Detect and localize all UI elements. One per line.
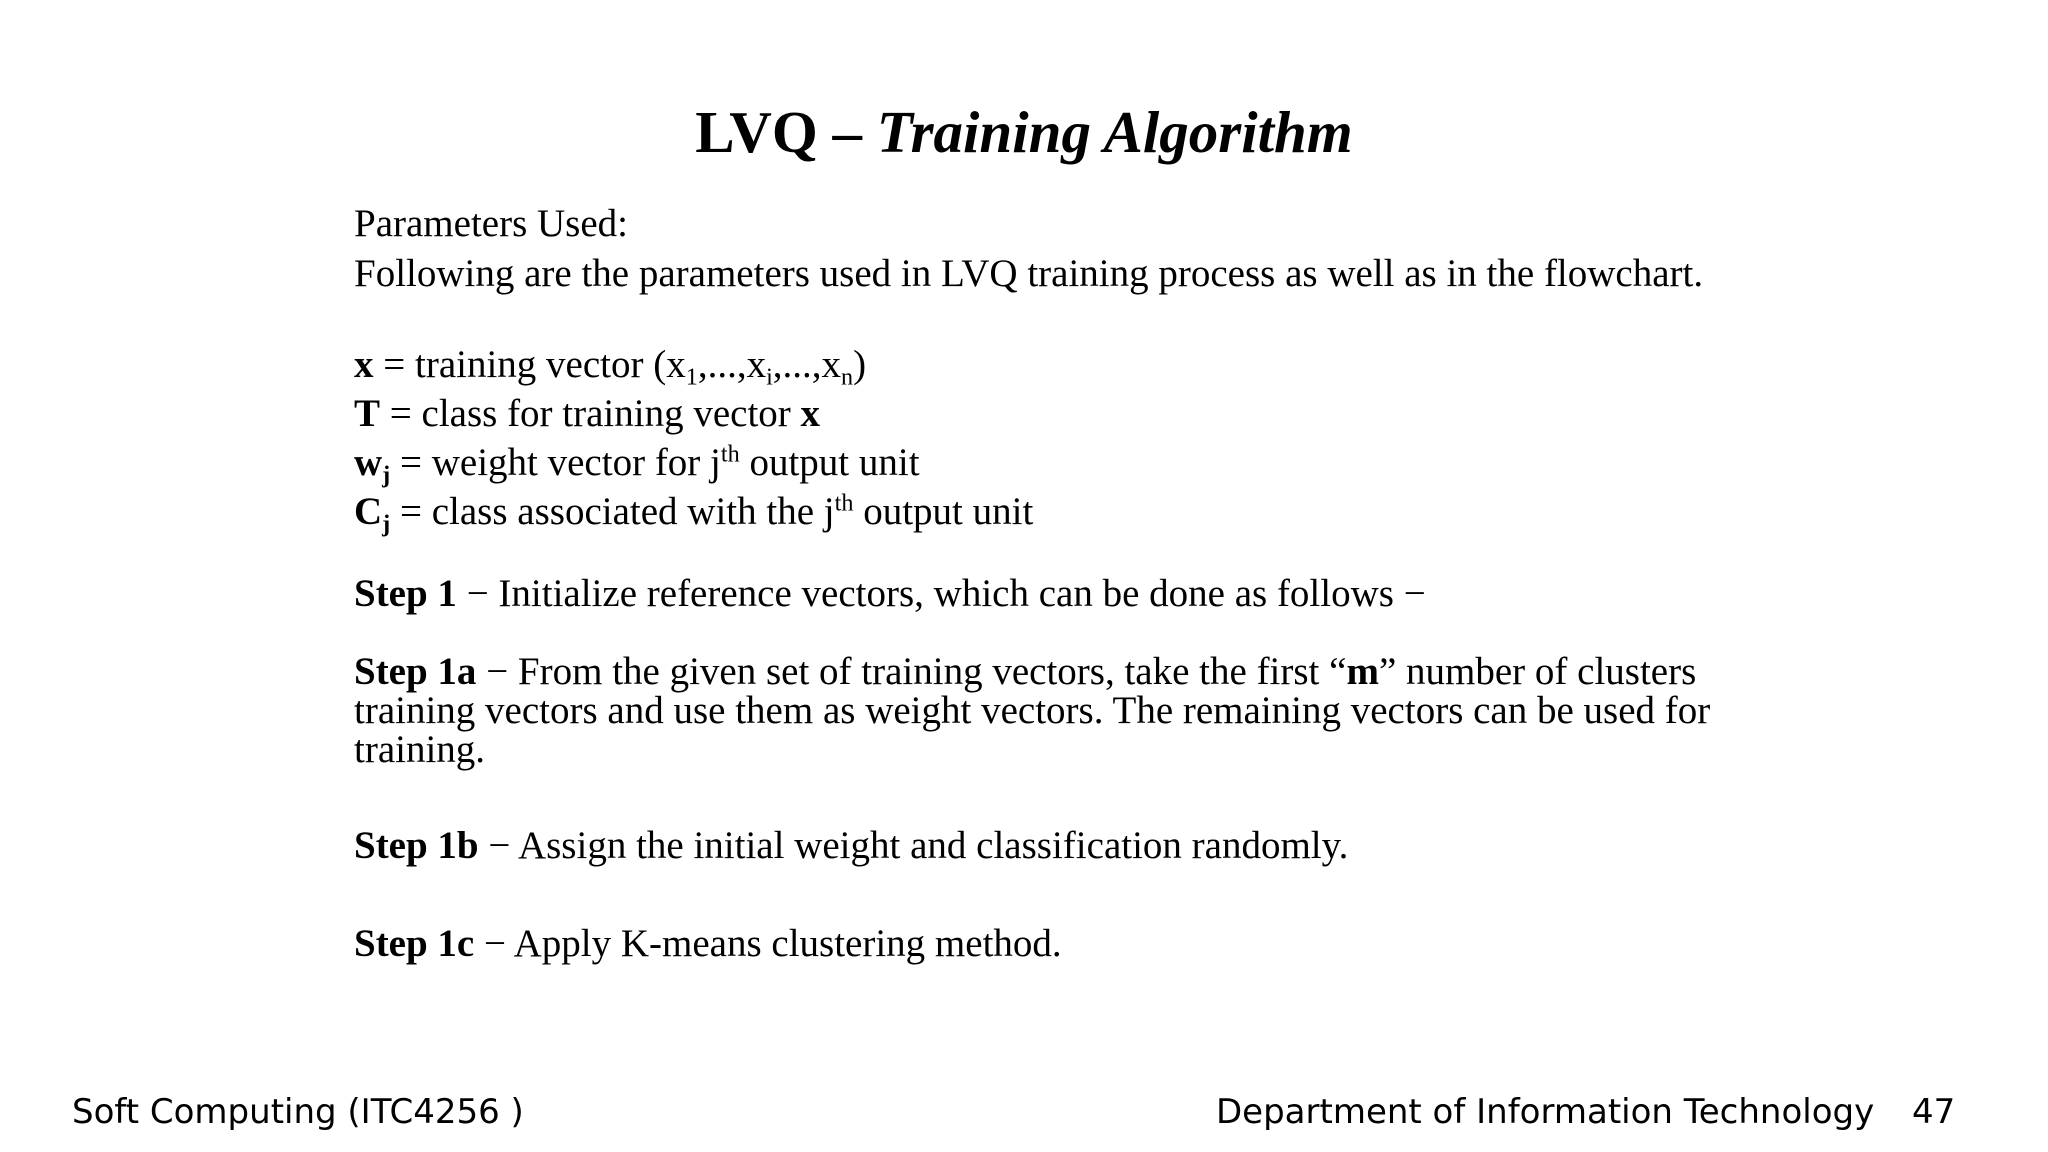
step-1c: Step 1c − Apply K-means clustering method. (354, 922, 1062, 965)
slide-content (354, 204, 1744, 964)
params-intro: Following are the parameters used in LVQ training process as well as in the flowchart. (354, 252, 1704, 295)
step-1a: Step 1a − From the given set of training vectors, take the first “m” number of clusters training vectors and use them as weight vectors. The remaining vectors can be used for training. (354, 650, 1711, 771)
slide-title (0, 92, 2048, 172)
title-prefix: LVQ – (695, 99, 877, 165)
def-t: T = class for training vector x (354, 392, 821, 435)
step-1: Step 1 − Initialize reference vectors, which can be done as follows − (354, 572, 1426, 615)
title-italic: Training Algorithm (876, 99, 1353, 165)
params-heading: Parameters Used: (354, 202, 628, 245)
footer-course: Soft Computing (ITC4256 ) (72, 1092, 524, 1132)
footer-page-number: 47 (1912, 1092, 1956, 1132)
def-x: x = training vector $(x_1,...,x_i,...,x_n)$ (354, 343, 867, 391)
def-w: $w_j$ = weight vector for $j^{th}$ output unit (354, 440, 920, 489)
def-c: $C_j$ = class associated with the $j^{th}$ output unit (354, 489, 1034, 538)
footer-department: Department of Information Technology (1216, 1092, 1875, 1132)
parameter-definitions (354, 340, 1744, 536)
step-1b: Step 1b − Assign the initial weight and classification randomly. (354, 824, 1349, 867)
